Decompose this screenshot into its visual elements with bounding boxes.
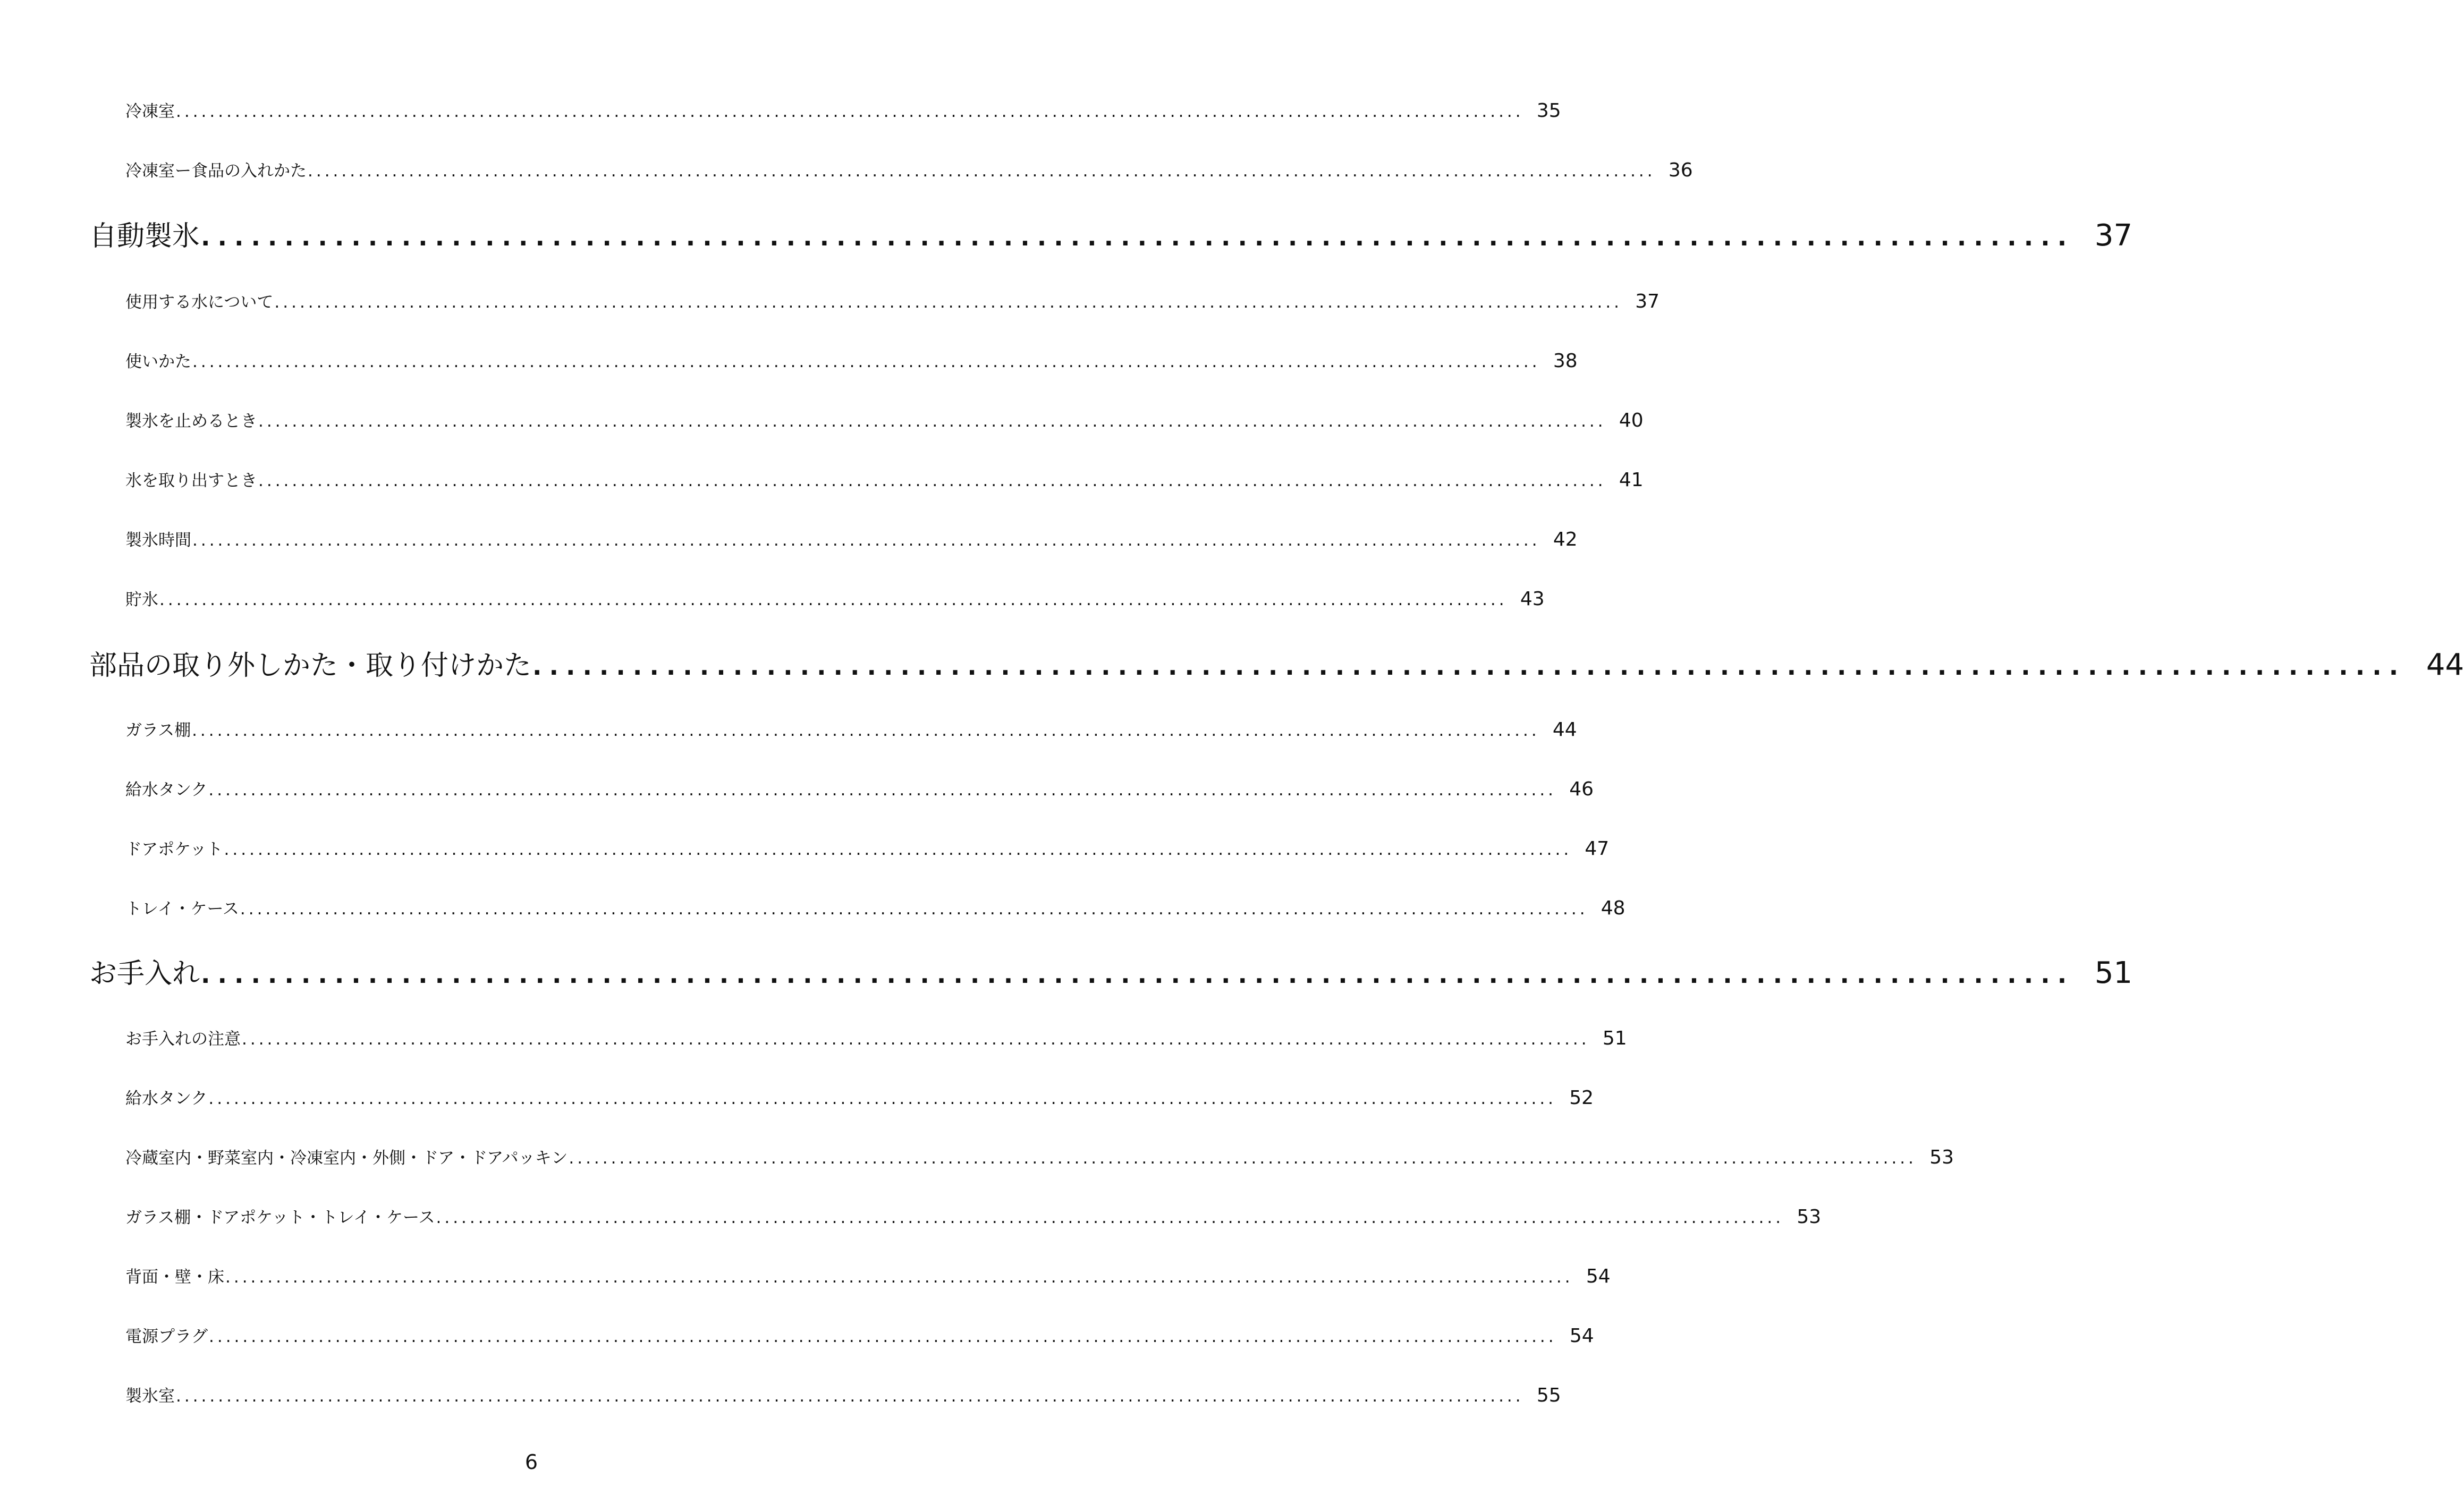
toc-entry[interactable] xyxy=(125,1144,1954,1170)
toc-section-entry[interactable] xyxy=(89,643,2464,683)
dot-leader: ................................................................................................................................................................ xyxy=(242,1030,1590,1049)
toc-entry-label: 製氷を止めるとき xyxy=(125,412,257,431)
toc-entry-label: 冷凍室 xyxy=(125,102,175,121)
dot-leader: ................................................................................................................................................................ xyxy=(225,1268,1573,1287)
toc-section-label: 部品の取り外しかた・取り付けかた xyxy=(89,650,532,682)
dot-leader: ................................................................................................................................................................ xyxy=(208,1089,1557,1108)
dot-leader: ................................................................................................................................................................ xyxy=(258,471,1606,490)
toc-entry[interactable] xyxy=(125,586,1545,612)
dot-leader: ................................................................................................................................................................ xyxy=(176,102,1524,121)
dot-leader: ................................................................................................................................................................ xyxy=(240,899,1588,919)
toc-entry-page: 46 xyxy=(1569,778,1594,800)
dot-leader: ................................................................................................................ xyxy=(201,223,2074,251)
toc-entry-page: 51 xyxy=(1602,1028,1627,1049)
toc-entry[interactable] xyxy=(125,1085,1594,1110)
toc-entry-page: 55 xyxy=(1536,1385,1561,1406)
toc-entry-label: 電源プラグ xyxy=(125,1327,208,1346)
dot-leader: ................................................................................................................................................................ xyxy=(208,780,1557,800)
toc-entry-page: 53 xyxy=(1929,1147,1954,1168)
toc-entry[interactable] xyxy=(125,1382,1561,1408)
toc-entry-page: 36 xyxy=(1668,159,1693,181)
dot-leader: ................................................................................................................ xyxy=(201,960,2074,989)
toc-entry[interactable] xyxy=(125,348,1578,373)
toc-entry-page: 44 xyxy=(1552,719,1577,741)
toc-entry-page: 38 xyxy=(1553,350,1578,372)
toc-entry[interactable] xyxy=(125,717,1577,742)
toc-entry-label: ドアポケット xyxy=(125,840,223,859)
toc-entry[interactable] xyxy=(125,1263,1611,1289)
toc-entry[interactable] xyxy=(125,1323,1594,1348)
toc-entry-label: 使用する水について xyxy=(125,293,274,312)
dot-leader: ................................................................................................................................................................ xyxy=(192,531,1540,550)
toc-entry[interactable] xyxy=(125,836,1610,861)
dot-leader: ................................................................................................................................................................ xyxy=(209,1327,1557,1346)
toc-entry-label: 貯氷 xyxy=(125,590,158,609)
toc-entry[interactable] xyxy=(125,467,1644,492)
toc-entry[interactable] xyxy=(125,1025,1627,1051)
toc-entry[interactable] xyxy=(125,157,1693,183)
page-number: 6 xyxy=(524,1450,538,1474)
toc-section-label: お手入れ xyxy=(89,958,200,990)
dot-leader: ................................................................................................................................................................ xyxy=(159,590,1508,609)
toc-entry-label: 背面・壁・床 xyxy=(125,1268,224,1287)
toc-entry-page: 37 xyxy=(1635,291,1660,312)
toc-entry-label: 給水タンク xyxy=(125,780,208,800)
toc-entry-page: 54 xyxy=(1569,1325,1594,1347)
toc-entry-label: ガラス棚・ドアポケット・トレイ・ケース xyxy=(125,1208,435,1227)
toc-section-page: 51 xyxy=(2094,956,2133,990)
toc-entry-label: トレイ・ケース xyxy=(125,899,239,919)
toc-entry-label: 製氷時間 xyxy=(125,531,191,550)
toc-entry[interactable] xyxy=(125,776,1594,802)
toc-entry-label: ガラス棚 xyxy=(125,721,191,740)
toc-section-entry[interactable] xyxy=(89,951,2133,991)
toc-entry-label: 冷蔵室内・野菜室内・冷凍室内・外側・ドア・ドアパッキン xyxy=(125,1149,568,1168)
toc-entry-label: 給水タンク xyxy=(125,1089,208,1108)
toc-entry-page: 40 xyxy=(1619,410,1644,431)
toc-section-page: 37 xyxy=(2094,218,2133,253)
dot-leader: ................................................................................................................................................................ xyxy=(192,721,1540,740)
toc-section-entry[interactable] xyxy=(89,214,2133,254)
toc-section-page: 44 xyxy=(2426,648,2464,682)
toc-entry[interactable] xyxy=(125,98,1561,123)
toc-entry-label: 氷を取り出すとき xyxy=(125,471,257,490)
toc-entry[interactable] xyxy=(125,1204,1822,1229)
toc-entry-page: 53 xyxy=(1797,1206,1822,1228)
toc-entry-page: 35 xyxy=(1536,100,1561,122)
toc-entry-page: 47 xyxy=(1585,838,1610,860)
toc-entry-label: 冷凍室ー食品の入れかた xyxy=(125,162,307,181)
toc-entry[interactable] xyxy=(125,895,1625,921)
dot-leader: ................................................................................................................................................................ xyxy=(308,162,1656,181)
toc-entry-label: 使いかた xyxy=(125,352,191,371)
dot-leader: ................................................................................................................................................................ xyxy=(436,1208,1784,1227)
toc-entry[interactable] xyxy=(125,407,1644,433)
dot-leader: ................................................................................................................ xyxy=(532,652,2406,681)
dot-leader: ................................................................................................................................................................ xyxy=(569,1149,1917,1168)
dot-leader: ................................................................................................................................................................ xyxy=(258,412,1606,431)
toc-entry[interactable] xyxy=(125,288,1660,314)
toc-entry-label: 製氷室 xyxy=(125,1387,175,1406)
toc-entry-label: お手入れの注意 xyxy=(125,1030,241,1049)
toc-entry-page: 52 xyxy=(1569,1087,1594,1109)
toc-entry-page: 41 xyxy=(1619,469,1644,491)
toc-entry-page: 42 xyxy=(1553,529,1578,550)
dot-leader: ................................................................................................................................................................ xyxy=(192,352,1540,371)
dot-leader: ................................................................................................................................................................ xyxy=(176,1387,1524,1406)
toc-entry-page: 54 xyxy=(1586,1266,1611,1287)
toc-entry-page: 43 xyxy=(1520,588,1545,610)
dot-leader: ................................................................................................................................................................ xyxy=(224,840,1572,859)
toc-section-label: 自動製氷 xyxy=(89,220,200,252)
dot-leader: ................................................................................................................................................................ xyxy=(274,293,1623,312)
toc-entry[interactable] xyxy=(125,527,1578,552)
toc-entry-page: 48 xyxy=(1601,897,1625,919)
